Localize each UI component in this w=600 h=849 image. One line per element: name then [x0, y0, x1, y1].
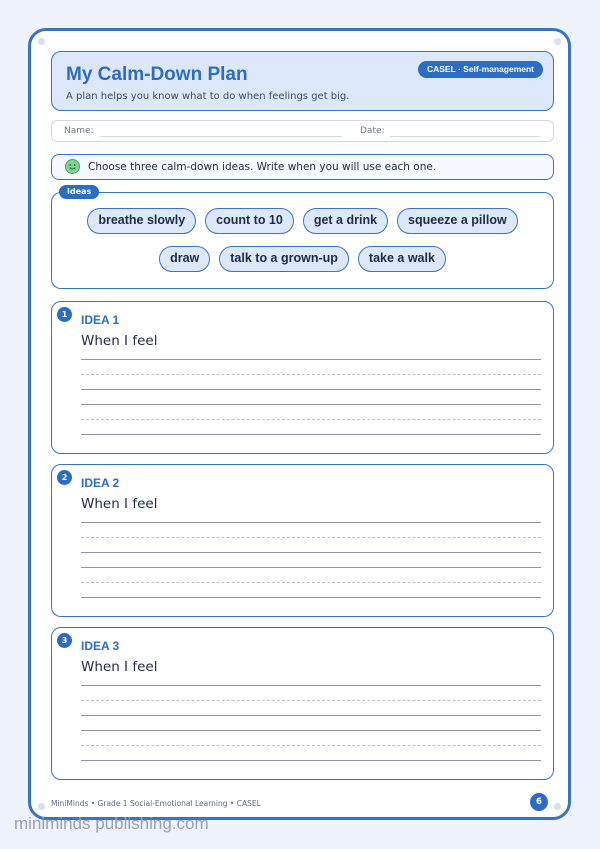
idea-label: IDEA 2 — [81, 476, 120, 490]
instruction-bar — [51, 154, 554, 180]
ideas-panel — [51, 187, 554, 289]
writing-line[interactable] — [81, 434, 541, 435]
corner-dot — [554, 803, 561, 810]
writing-line[interactable] — [81, 552, 541, 553]
idea-chip[interactable]: count to 10 — [205, 208, 294, 234]
idea-prompt: When I feel — [81, 659, 158, 675]
idea-chip[interactable]: get a drink — [303, 208, 388, 234]
page-title: My Calm-Down Plan — [66, 64, 248, 85]
idea-prompt: When I feel — [81, 333, 158, 349]
idea-box-2 — [51, 464, 554, 617]
idea-chip[interactable]: draw — [159, 246, 210, 272]
writing-guide — [81, 419, 541, 420]
name-label: Name: — [64, 126, 94, 136]
page-subtitle: A plan helps you know what to do when feelings get big. — [66, 91, 350, 102]
idea-chip[interactable]: squeeze a pillow — [397, 208, 518, 234]
idea-chip[interactable]: take a walk — [358, 246, 446, 272]
ideas-row-1 — [52, 208, 553, 234]
idea-label: IDEA 3 — [81, 639, 120, 653]
idea-label: IDEA 1 — [81, 313, 120, 327]
corner-dot — [38, 38, 45, 45]
name-date-bar — [51, 120, 554, 142]
name-field[interactable] — [100, 136, 342, 137]
writing-guide — [81, 700, 541, 701]
writing-line[interactable] — [81, 404, 541, 405]
writing-guide — [81, 537, 541, 538]
worksheet-page — [28, 28, 571, 820]
writing-line[interactable] — [81, 597, 541, 598]
writing-guide — [81, 374, 541, 375]
casel-badge: CASEL · Self-management — [418, 61, 543, 78]
idea-box-3 — [51, 627, 554, 780]
idea-number-badge: 2 — [57, 470, 72, 485]
writing-line[interactable] — [81, 567, 541, 568]
idea-prompt: When I feel — [81, 496, 158, 512]
writing-line[interactable] — [81, 359, 541, 360]
writing-line[interactable] — [81, 685, 541, 686]
writing-line[interactable] — [81, 389, 541, 390]
writing-line[interactable] — [81, 715, 541, 716]
idea-chip[interactable]: talk to a grown-up — [219, 246, 349, 272]
page-number: 6 — [530, 793, 548, 811]
instruction-text: Choose three calm-down ideas. Write when you will use each one. — [88, 161, 437, 173]
corner-dot — [554, 38, 561, 45]
date-label: Date: — [360, 126, 385, 136]
writing-line[interactable] — [81, 730, 541, 731]
idea-box-1 — [51, 301, 554, 454]
header-panel — [51, 51, 554, 111]
corner-dot — [38, 803, 45, 810]
watermark: miniminds publishing.com — [14, 814, 209, 833]
writing-guide — [81, 582, 541, 583]
writing-line[interactable] — [81, 760, 541, 761]
ideas-row-2 — [52, 246, 553, 272]
ideas-tab-label: Ideas — [59, 185, 99, 199]
idea-number-badge: 3 — [57, 633, 72, 648]
idea-chip[interactable]: breathe slowly — [87, 208, 196, 234]
footer-text: MiniMinds • Grade 1 Social-Emotional Learning • CASEL — [51, 799, 261, 808]
smiley-icon — [65, 159, 80, 174]
idea-number-badge: 1 — [57, 307, 72, 322]
writing-line[interactable] — [81, 522, 541, 523]
writing-guide — [81, 745, 541, 746]
date-field[interactable] — [390, 136, 540, 137]
